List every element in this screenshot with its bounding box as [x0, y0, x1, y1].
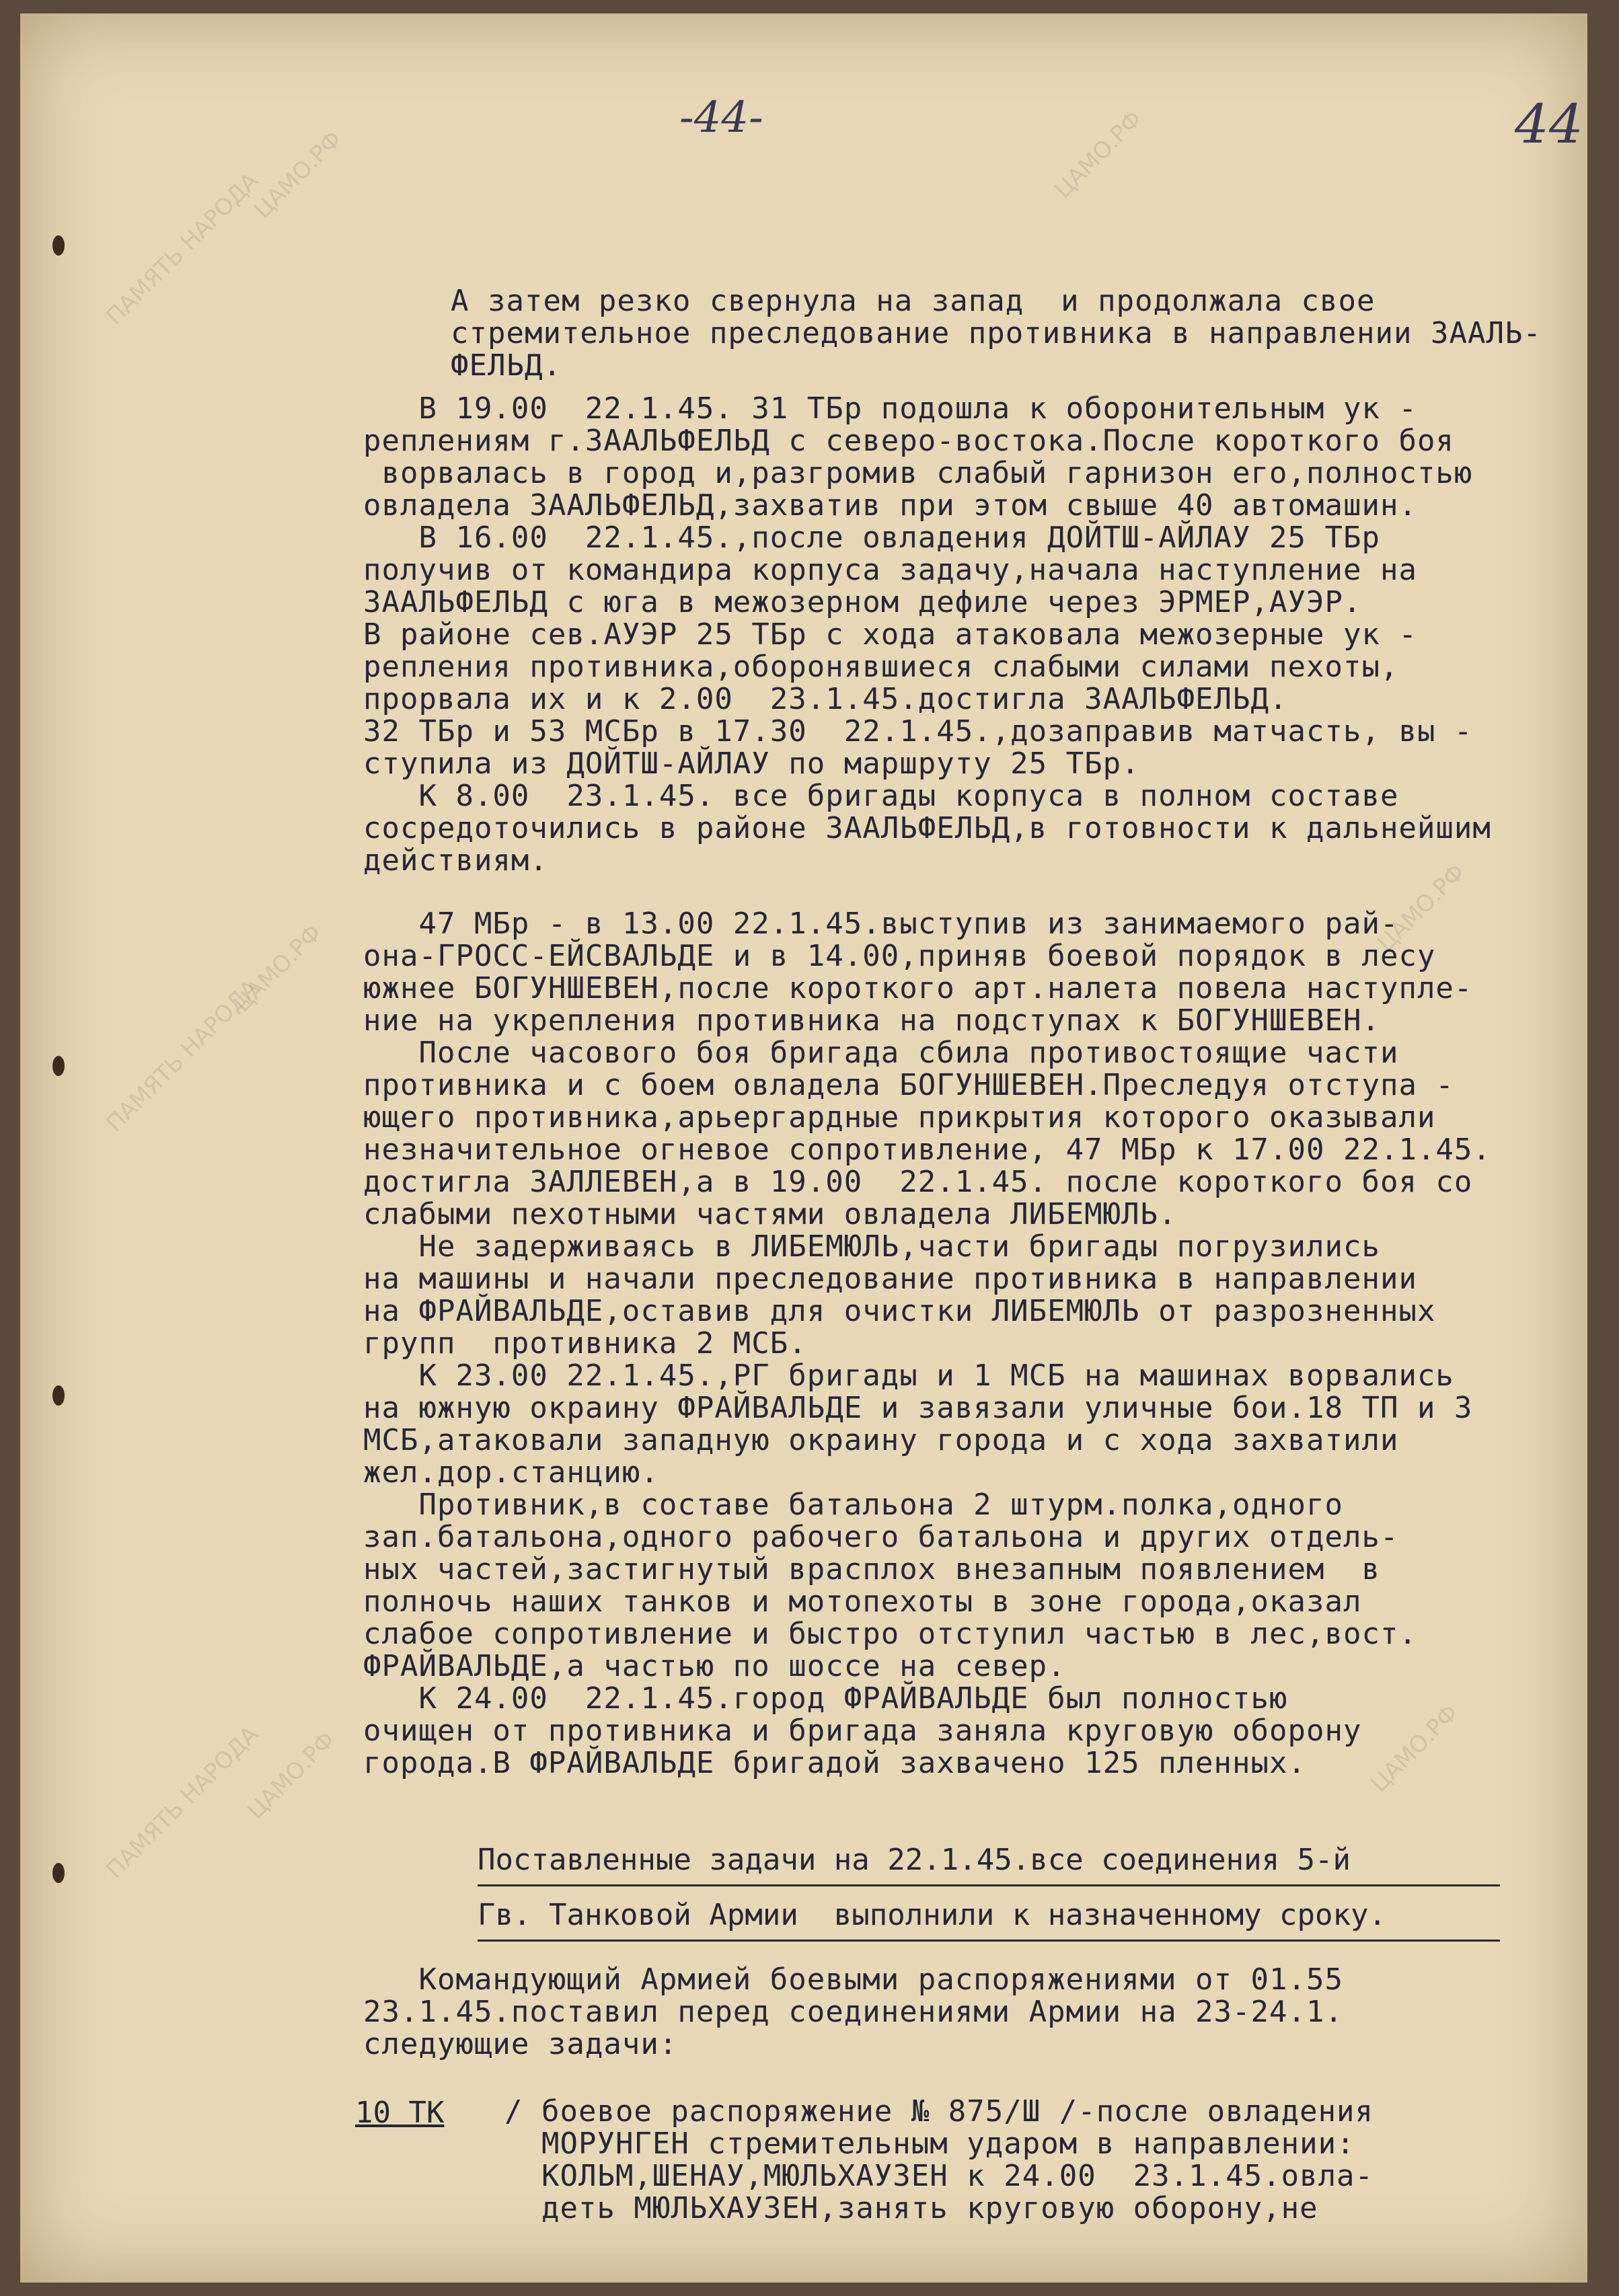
unit-label: 10 ТК [355, 2096, 445, 2130]
document-page [20, 13, 1587, 2283]
paragraph-3: В 16.00 22.1.45.,после овладения ДОЙТШ-АЙЛАУ 25 ТБр получив от командира корпуса задачу,начала наступление на ЗААЛЬФЕЛЬД с юга в межозерном дефиле через ЭРМЕР,АУЭР. В районе сев.АУЭР 25 ТБр с хода атаковала межозерные ук - репления противника,оборонявшиеся слабыми силами пехоты, прорвала их и к 2.00 23.1.45.достигла ЗААЛЬФЕЛЬД. 32 ТБр и 53 МСБр в 17.30 22.1.45.,дозаправив матчасть, вы - ступила из ДОЙТШ-АЙЛАУ по маршруту 25 ТБр. К 8.00 23.1.45. все бригады корпуса в полном составе сосредоточились в районе ЗААЛЬФЕЛЬД,в готовности к дальнейшим действиям. [363, 521, 1491, 878]
page-number: -44- [679, 93, 763, 143]
watermark: ЦАМО.РФ [1372, 859, 1471, 957]
binding-hole [52, 235, 65, 256]
heading-line-2: Гв. Танковой Армии выполнили к назначенному сроку. [478, 1898, 1387, 1932]
paragraph-2: В 19.00 22.1.45. 31 ТБр подошла к оборонительным ук - реплениям г.ЗААЛЬФЕЛЬД с северо-востока.После короткого боя ворвалась в город и,разгромив слабый гарнизон его,полностью овладела ЗААЛЬФЕЛЬД,захватив при этом свыше 40 автомашин. [363, 391, 1473, 523]
watermark-side: ПАМЯТЬ НАРОДА [101, 167, 264, 331]
paragraph-1: А затем резко свернула на запад и продолжала свое стремительное преследование противника в направлении ЗААЛЬ- ФЕЛЬД. [451, 284, 1542, 383]
paragraph-4: 47 МБр - в 13.00 22.1.45.выступив из занимаемого рай- она-ГРОСС-ЕЙСВАЛЬДЕ и в 14.00,приняв боевой порядок в лесу южнее БОГУНШЕВЕН,после короткого арт.налета повела наступле- ние на укрепления противника на подступах к БОГУНШЕВЕН. После часового боя бригада сбила противостоящие части противника и с боем овладела БОГУНШЕВЕН.Преследуя отступа - ющего противника,арьергардные прикрытия которого оказывали незначительное огневое сопротивление, 47 МБр к 17.00 22.1.45. достигла ЗАЛЛЕВЕН,а в 19.00 22.1.45. после короткого боя со слабыми пехотными частями овладела ЛИБЕМЮЛЬ. Не задерживаясь в ЛИБЕМЮЛЬ,части бригады погрузились на машины и начали преследование противника в направлении на ФРАЙВАЛЬДЕ,оставив для очистки ЛИБЕМЮЛЬ от разрозненных групп противника 2 МСБ. К 23.00 22.1.45.,РГ бригады и 1 МСБ на машинах ворвались на южную окраину ФРАЙВАЛЬДЕ и завязали уличные бои.18 ТП и 3 МСБ,атаковали западную окраину города и с хода захватили жел.дор.станцию. Противник,в составе батальона 2 штурм.полка,одного зап.батальона,одного рабочего батальона и других отдель- ных частей,застигнутый врасплох внезапным появлением в полночь наших танков и мотопехоты в зоне города,оказал слабое сопротивление и быстро отступил частью в лес,вост. ФРАЙВАЛЬДЕ,а частью по шоссе на север. К 24.00 22.1.45.город ФРАЙВАЛЬДЕ был полностью очищен от противника и бригада заняла круговую оборону города.В ФРАЙВАЛЬДЕ бригадой захвачено 125 пленных. [363, 907, 1491, 1780]
watermark: ЦАМО.РФ [249, 126, 348, 224]
watermark: ЦАМО.РФ [242, 1726, 341, 1825]
watermark: ЦАМО.РФ [1365, 1699, 1464, 1798]
heading-underline [478, 1884, 1500, 1886]
heading-underline [478, 1940, 1500, 1942]
watermark: ЦАМО.РФ [1049, 106, 1148, 204]
unit-task-text: / боевое распоряжение № 875/Ш /-после овладения МОРУНГЕН стремительным ударом в направлении: КОЛЬМ,ШЕНАУ,МЮЛЬХАУЗЕН к 24.00 23.1.45.овла- деть МЮЛЬХАУЗЕН,занять круговую оборону,не [504, 2094, 1374, 2225]
binding-hole [52, 1385, 65, 1406]
summary-heading [478, 1843, 1500, 1944]
watermark: ЦАМО.РФ [229, 919, 328, 1018]
watermark-side: ПАМЯТЬ НАРОДА [101, 1720, 264, 1884]
binding-hole [52, 1863, 65, 1883]
watermark-side: ПАМЯТЬ НАРОДА [101, 974, 264, 1138]
sheet-number: 44 [1515, 93, 1583, 155]
binding-hole [52, 1056, 65, 1076]
paragraph-5: Командующий Армией боевыми распоряжениями от 01.55 23.1.45.поставил перед соединениями Армии на 23-24.1. следующие задачи: [363, 1962, 1343, 2061]
heading-line-1: Поставленные задачи на 22.1.45.все соединения 5-й [478, 1843, 1351, 1877]
